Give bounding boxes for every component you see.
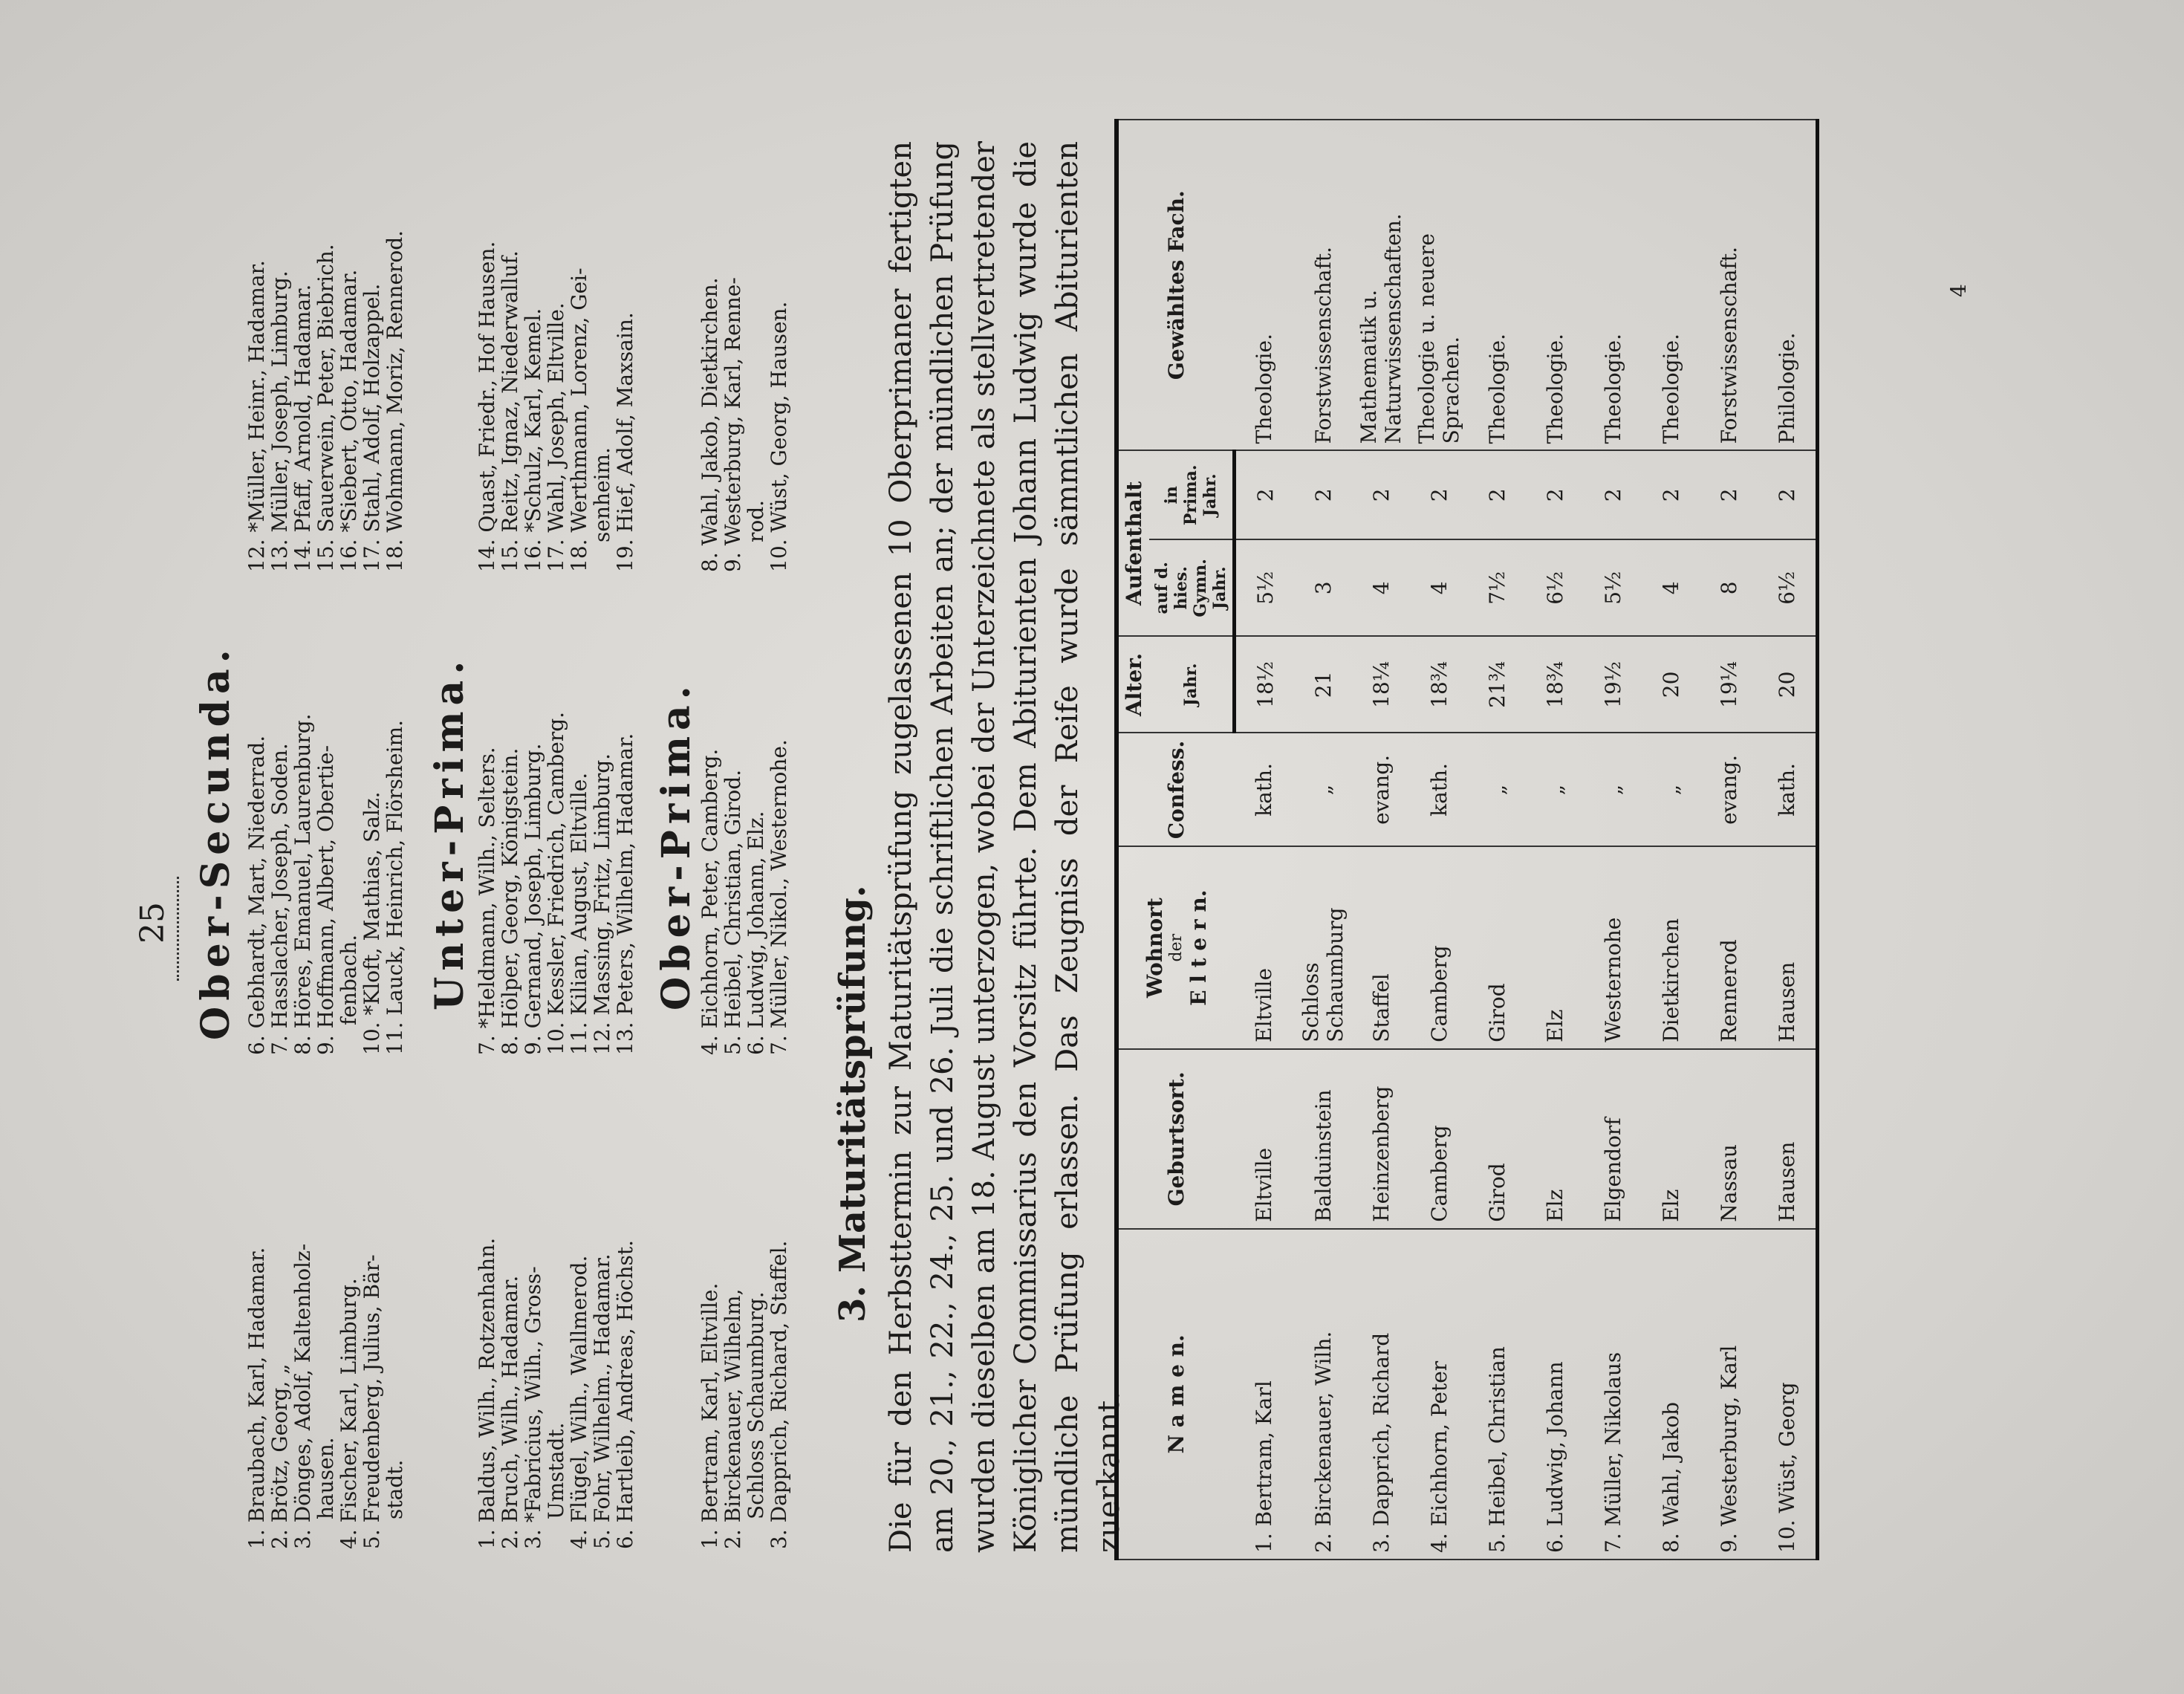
cell-alter: 19½ <box>1584 636 1642 733</box>
cell-prima: 2 <box>1642 450 1700 539</box>
cell-alter: 18¾ <box>1526 636 1584 733</box>
list-item: 10. Kessler, Friedrich, Camberg. <box>544 711 568 1055</box>
ober-prima-col3 <box>698 97 790 572</box>
list-item: 15. Sauerwein, Peter, Biebrich. <box>313 244 338 572</box>
cell-wohnort: Girod <box>1468 846 1526 1048</box>
unter-prima-col3 <box>475 97 637 572</box>
cell-name: 7. Müller, Nikolaus <box>1584 1229 1642 1560</box>
cell-gymn: 7½ <box>1468 539 1526 636</box>
cell-wohnort: Eltville <box>1235 846 1295 1048</box>
cell-name: 3. Dapprich, Richard <box>1352 1229 1410 1560</box>
cell-fach: Philologie. <box>1758 120 1818 450</box>
cell-alter: 18½ <box>1235 636 1295 733</box>
cell-geburtsort: Hausen <box>1758 1049 1818 1229</box>
list-item: 16. *Siebert, Otto, Hadamar. <box>337 269 361 572</box>
list-item: 7. Müller, Nikol., Westernohe. <box>767 739 791 1055</box>
cell-name: 10. Wüst, Georg <box>1758 1229 1818 1560</box>
cell-confess: „ <box>1294 733 1352 846</box>
table-row <box>1235 120 1295 1560</box>
cell-fach: Theologie. <box>1526 120 1584 450</box>
list-item: 9. Hoffmann, Albert, Obertie- <box>313 744 338 1055</box>
list-item: Umstadt. <box>544 1422 568 1519</box>
list-item: rod. <box>744 499 768 542</box>
cell-alter: 18¼ <box>1352 636 1410 733</box>
cell-fach: Theologie. <box>1235 120 1295 450</box>
list-item: 1. Bertram, Karl, Eltville. <box>698 1282 722 1549</box>
prima-unit: Jahr. <box>1200 473 1220 517</box>
cell-prima: 2 <box>1352 450 1410 539</box>
cell-alter: 21 <box>1294 636 1352 733</box>
list-item: 1. Baldus, Wilh., Rotzenhahn. <box>475 1237 499 1549</box>
cell-gymn: 8 <box>1700 539 1758 636</box>
cell-name: 9. Westerburg, Karl <box>1700 1229 1758 1560</box>
signature-mark: 4 <box>1946 284 1971 297</box>
cell-name: 1. Bertram, Karl <box>1235 1229 1295 1560</box>
cell-wohnort: Westernohe <box>1584 846 1642 1048</box>
table-row <box>1758 120 1818 1560</box>
cell-geburtsort: Elgendorf <box>1584 1049 1642 1229</box>
list-item: 3. Dapprich, Richard, Staffel. <box>767 1240 791 1549</box>
list-item: 3. Dönges, Adolf, Kaltenholz- <box>290 1243 315 1549</box>
cell-geburtsort: Camberg <box>1410 1049 1468 1229</box>
cell-gymn: 6½ <box>1526 539 1584 636</box>
col-header-prima <box>1149 450 1235 539</box>
unter-prima-col2 <box>475 580 637 1055</box>
cell-confess: evang. <box>1700 733 1758 846</box>
table-row <box>1700 120 1758 1560</box>
cell-gymn: 5½ <box>1584 539 1642 636</box>
cell-prima: 2 <box>1526 450 1584 539</box>
col-header-alter: Alter. <box>1117 636 1149 733</box>
cell-name: 4. Eichhorn, Peter <box>1410 1229 1468 1560</box>
list-item: 5. Heibel, Christian, Girod. <box>721 769 745 1055</box>
cell-wohnort: Staffel <box>1352 846 1410 1048</box>
list-item: 16. *Schulz, Karl, Kemel. <box>521 308 545 572</box>
page-number: 25 <box>134 902 172 944</box>
cell-alter: 20 <box>1758 636 1818 733</box>
results-table <box>1114 119 1819 1560</box>
cell-name: 5. Heibel, Christian <box>1468 1229 1526 1560</box>
cell-confess: kath. <box>1410 733 1468 846</box>
list-item: 7. Hasslacher, Joseph, Soden. <box>267 743 292 1055</box>
cell-name: 8. Wahl, Jakob <box>1642 1229 1700 1560</box>
cell-geburtsort: Balduinstein <box>1294 1049 1352 1229</box>
cell-gymn: 4 <box>1352 539 1410 636</box>
ober-secunda-col2 <box>245 580 406 1055</box>
cell-confess: „ <box>1642 733 1700 846</box>
cell-confess: „ <box>1526 733 1584 846</box>
cell-prima: 2 <box>1410 450 1468 539</box>
cell-alter: 18¾ <box>1410 636 1468 733</box>
cell-confess: „ <box>1468 733 1526 846</box>
list-item: 17. Stahl, Adolf, Holzappel. <box>360 283 384 572</box>
page-number-ornament <box>172 877 179 981</box>
col-header-gymn <box>1149 539 1235 636</box>
list-item: 18. Wohmann, Moriz, Rennerod. <box>383 230 407 572</box>
cell-gymn: 6½ <box>1758 539 1818 636</box>
list-item: 13. Peters, Wilhelm, Hadamar. <box>613 733 637 1055</box>
list-item: 2. Bruch, Wilh., Hadamar. <box>498 1275 522 1549</box>
ober-prima-col1 <box>698 1088 790 1549</box>
cell-alter: 19¼ <box>1700 636 1758 733</box>
table-row <box>1468 120 1526 1560</box>
list-item: 6. Hartleib, Andreas, Höchst. <box>613 1239 637 1549</box>
list-item: senheim. <box>590 447 614 542</box>
unter-prima-col1 <box>475 1088 637 1549</box>
list-item: 9. Gernand, Joseph, Limburg. <box>521 743 545 1055</box>
ober-secunda-col3 <box>245 97 406 572</box>
table-row <box>1526 120 1584 1560</box>
heading-ober-prima: Ober-Prima. <box>654 680 699 1010</box>
list-item: 14. Quast, Friedr., Hof Hausen. <box>475 241 499 572</box>
col-header-namen: N a m e n. <box>1117 1229 1235 1560</box>
wohnort-label: Wohnort <box>1142 898 1167 999</box>
cell-wohnort: Dietkirchen <box>1642 846 1700 1048</box>
col-header-aufenthalt: Aufenthalt <box>1117 450 1149 636</box>
list-item: 17. Wahl, Joseph, Eltville. <box>544 302 568 572</box>
cell-fach: Theologie. <box>1468 120 1526 450</box>
list-item: 6. Ludwig, Johann, Elz. <box>744 811 768 1055</box>
cell-wohnort: Camberg <box>1410 846 1468 1048</box>
wohnort-eltern-label: E l t e r n. <box>1186 889 1211 1006</box>
list-item: 18. Werthmann, Lorenz, Gei- <box>567 267 591 572</box>
table-row <box>1584 120 1642 1560</box>
list-item: stadt. <box>383 1459 407 1519</box>
table-row <box>1642 120 1700 1560</box>
heading-ober-secunda: Ober-Secunda. <box>193 643 238 1040</box>
cell-gymn: 3 <box>1294 539 1352 636</box>
col-header-wohnort <box>1117 846 1235 1048</box>
section-heading: 3. Maturitätsprüfung. <box>832 885 874 1323</box>
cell-gymn: 4 <box>1642 539 1700 636</box>
list-item: 5. Freudenberg, Julius, Bär- <box>360 1254 384 1549</box>
cell-name: 2. Birckenauer, Wilh. <box>1294 1229 1352 1560</box>
list-item: Schloss Schaumburg. <box>744 1291 768 1519</box>
list-item: 8. Hölper, Georg, Königstein. <box>498 747 522 1055</box>
cell-fach: Forstwissenschaft. <box>1294 120 1352 450</box>
wohnort-der-label: der <box>1166 933 1186 962</box>
list-item: 11. Kilian, August, Eltville. <box>567 772 591 1055</box>
cell-confess: kath. <box>1235 733 1295 846</box>
list-item: 15. Reitz, Ignaz, Niederwalluf. <box>498 250 522 572</box>
list-item: 10. *Kloft, Mathias, Salz. <box>360 791 384 1055</box>
heading-unter-prima: Unter-Prima. <box>427 655 472 1010</box>
section-paragraph: Die für den Herbsttermin zur Maturitätsprüfung zugelassenen 10 Oberprimaner fertigten am 20., 21., 22., 24., 25. und 26. Juli die schriftlichen Arbeiten an; der mündlichen Prüfung wurden dieselben am 18. August unterzogen, wobei der Unterzeichnete als stellvertretender Königlicher Commissarius den Vorsitz führte. Dem Abiturienten Johann Ludwig wurde die mündliche Prüfung erlassen. Das Zeugniss der Reife wurde sämmtlichen Abiturienten zuerkannt. <box>884 141 1126 1553</box>
gymn-unit: Jahr. <box>1210 566 1229 610</box>
cell-fach: Theologie. <box>1584 120 1642 450</box>
cell-prima: 2 <box>1468 450 1526 539</box>
cell-confess: kath. <box>1758 733 1818 846</box>
cell-geburtsort: Girod <box>1468 1049 1526 1229</box>
list-item: 19. Hief, Adolf, Maxsain. <box>613 312 637 572</box>
cell-prima: 2 <box>1235 450 1295 539</box>
list-item: 12. Massing, Fritz, Limburg. <box>590 753 614 1055</box>
cell-geburtsort: Nassau <box>1700 1049 1758 1229</box>
list-item: 7. *Heldmann, Wilh., Selters. <box>475 747 499 1055</box>
list-item: 13. Müller, Joseph, Limburg. <box>267 270 292 572</box>
cell-alter: 21¾ <box>1468 636 1526 733</box>
list-item: 10. Wüst, Georg, Hausen. <box>767 301 791 572</box>
cell-confess: evang. <box>1352 733 1410 846</box>
list-item: 6. Gebhardt, Mart, Niederrad. <box>244 735 269 1055</box>
list-item: 5. Fohr, Wilhelm., Hadamar. <box>590 1253 614 1549</box>
prima-label: in Prima. <box>1162 464 1200 526</box>
cell-geburtsort: Elz <box>1526 1049 1584 1229</box>
list-item: 12. *Müller, Heinr., Hadamar. <box>244 260 269 572</box>
cell-fach: Mathematik u. Naturwissenschaften. <box>1352 120 1410 450</box>
cell-geburtsort: Elz <box>1642 1049 1700 1229</box>
ober-secunda-col1 <box>245 1088 406 1549</box>
cell-prima: 2 <box>1584 450 1642 539</box>
list-item: 9. Westerburg, Karl, Renne- <box>721 277 745 572</box>
list-item: 4. Fischer, Karl, Limburg. <box>337 1278 361 1549</box>
cell-prima: 2 <box>1294 450 1352 539</box>
cell-wohnort: Rennerod <box>1700 846 1758 1048</box>
cell-fach: Theologie. <box>1642 120 1700 450</box>
list-item: hausen. <box>313 1437 338 1519</box>
list-item: 1. Braubach, Karl, Hadamar. <box>244 1247 269 1549</box>
cell-wohnort: Hausen <box>1758 846 1818 1048</box>
col-header-geburtsort: Geburtsort. <box>1117 1049 1235 1229</box>
list-item: 14. Pfaff, Arnold, Hadamar. <box>290 284 315 572</box>
ober-prima-col2 <box>698 580 790 1055</box>
table-row <box>1294 120 1352 1560</box>
cell-name: 6. Ludwig, Johann <box>1526 1229 1584 1560</box>
table-row <box>1352 120 1410 1560</box>
cell-gymn: 5½ <box>1235 539 1295 636</box>
cell-wohnort: Schloss Schaumburg <box>1294 846 1352 1048</box>
list-item: fenbach. <box>337 934 361 1025</box>
list-item: 4. Flügel, Wilh., Wallmerod. <box>567 1255 591 1549</box>
cell-geburtsort: Heinzenberg <box>1352 1049 1410 1229</box>
cell-fach: Theologie u. neuere Sprachen. <box>1410 120 1468 450</box>
cell-prima: 2 <box>1700 450 1758 539</box>
cell-gymn: 4 <box>1410 539 1468 636</box>
cell-confess: „ <box>1584 733 1642 846</box>
list-item: 4. Eichhorn, Peter, Camberg. <box>698 748 722 1055</box>
list-item: 2. Birckenauer, Wilhelm, <box>721 1288 745 1549</box>
cell-wohnort: Elz <box>1526 846 1584 1048</box>
cell-alter: 20 <box>1642 636 1700 733</box>
gymn-label: auf d. hies. Gymn. <box>1152 559 1210 617</box>
cell-geburtsort: Eltville <box>1235 1049 1295 1229</box>
col-header-fach: Gewähltes Fach. <box>1117 120 1235 450</box>
list-item: 8. Wahl, Jakob, Dietkirchen. <box>698 277 722 572</box>
col-header-confess: Confess. <box>1117 733 1235 846</box>
list-item: 2. Brötz, Georg, „ <box>267 1363 292 1549</box>
alter-unit: Jahr. <box>1149 636 1235 733</box>
cell-fach: Forstwissenschaft. <box>1700 120 1758 450</box>
list-item: 8. Höres, Emanuel, Laurenburg. <box>290 713 315 1055</box>
list-item: 3. *Fabricius, Wilh., Gross- <box>521 1266 545 1549</box>
list-item: 11. Lauck, Heinrich, Flörsheim. <box>383 719 407 1055</box>
table-row <box>1410 120 1468 1560</box>
cell-prima: 2 <box>1758 450 1818 539</box>
